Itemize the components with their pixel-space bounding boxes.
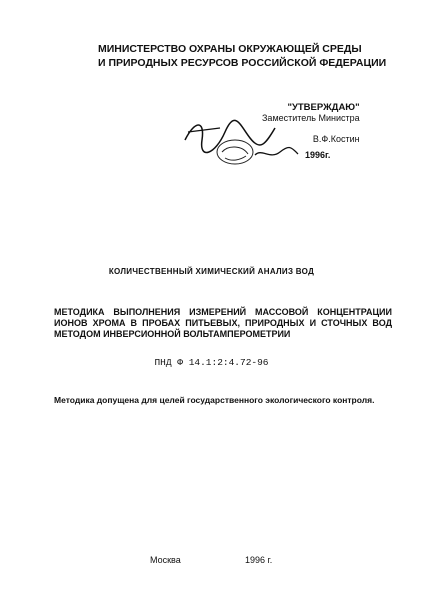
approved-for-text: Методика допущена для целей государственного экологического контроля. xyxy=(54,395,375,405)
approval-date-year: 1996г. xyxy=(305,150,331,160)
method-title: МЕТОДИКА ВЫПОЛНЕНИЯ ИЗМЕРЕНИЙ МАССОВОЙ КОНЦЕНТРАЦИИ ИОНОВ ХРОМА В ПРОБАХ ПИТЬЕВЫХ, ПРИРОДНЫХ И СТОЧНЫХ ВОД МЕТОДОМ ИНВЕРСИОННОЙ ВОЛЬТАМПЕРОМЕТРИИ xyxy=(54,307,392,339)
approval-name: В.Ф.Костин xyxy=(312,134,360,144)
approval-title: "УТВЕРЖДАЮ" xyxy=(287,102,360,113)
approval-position: Заместитель Министра xyxy=(262,113,360,123)
ministry-header xyxy=(98,42,386,70)
ministry-line-1: МИНИСТЕРСТВО ОХРАНЫ ОКРУЖАЮЩЕЙ СРЕДЫ xyxy=(98,43,362,55)
footer-year: 1996 г. xyxy=(245,555,273,565)
document-code: ПНД Ф 14.1:2:4.72-96 xyxy=(154,357,269,368)
footer-city: Москва xyxy=(150,555,181,565)
approval-block xyxy=(262,102,360,145)
ministry-line-2: И ПРИРОДНЫХ РЕСУРСОВ РОССИЙСКОЙ ФЕДЕРАЦИИ xyxy=(98,57,387,69)
document-heading: КОЛИЧЕСТВЕННЫЙ ХИМИЧЕСКИЙ АНАЛИЗ ВОД xyxy=(108,267,315,276)
